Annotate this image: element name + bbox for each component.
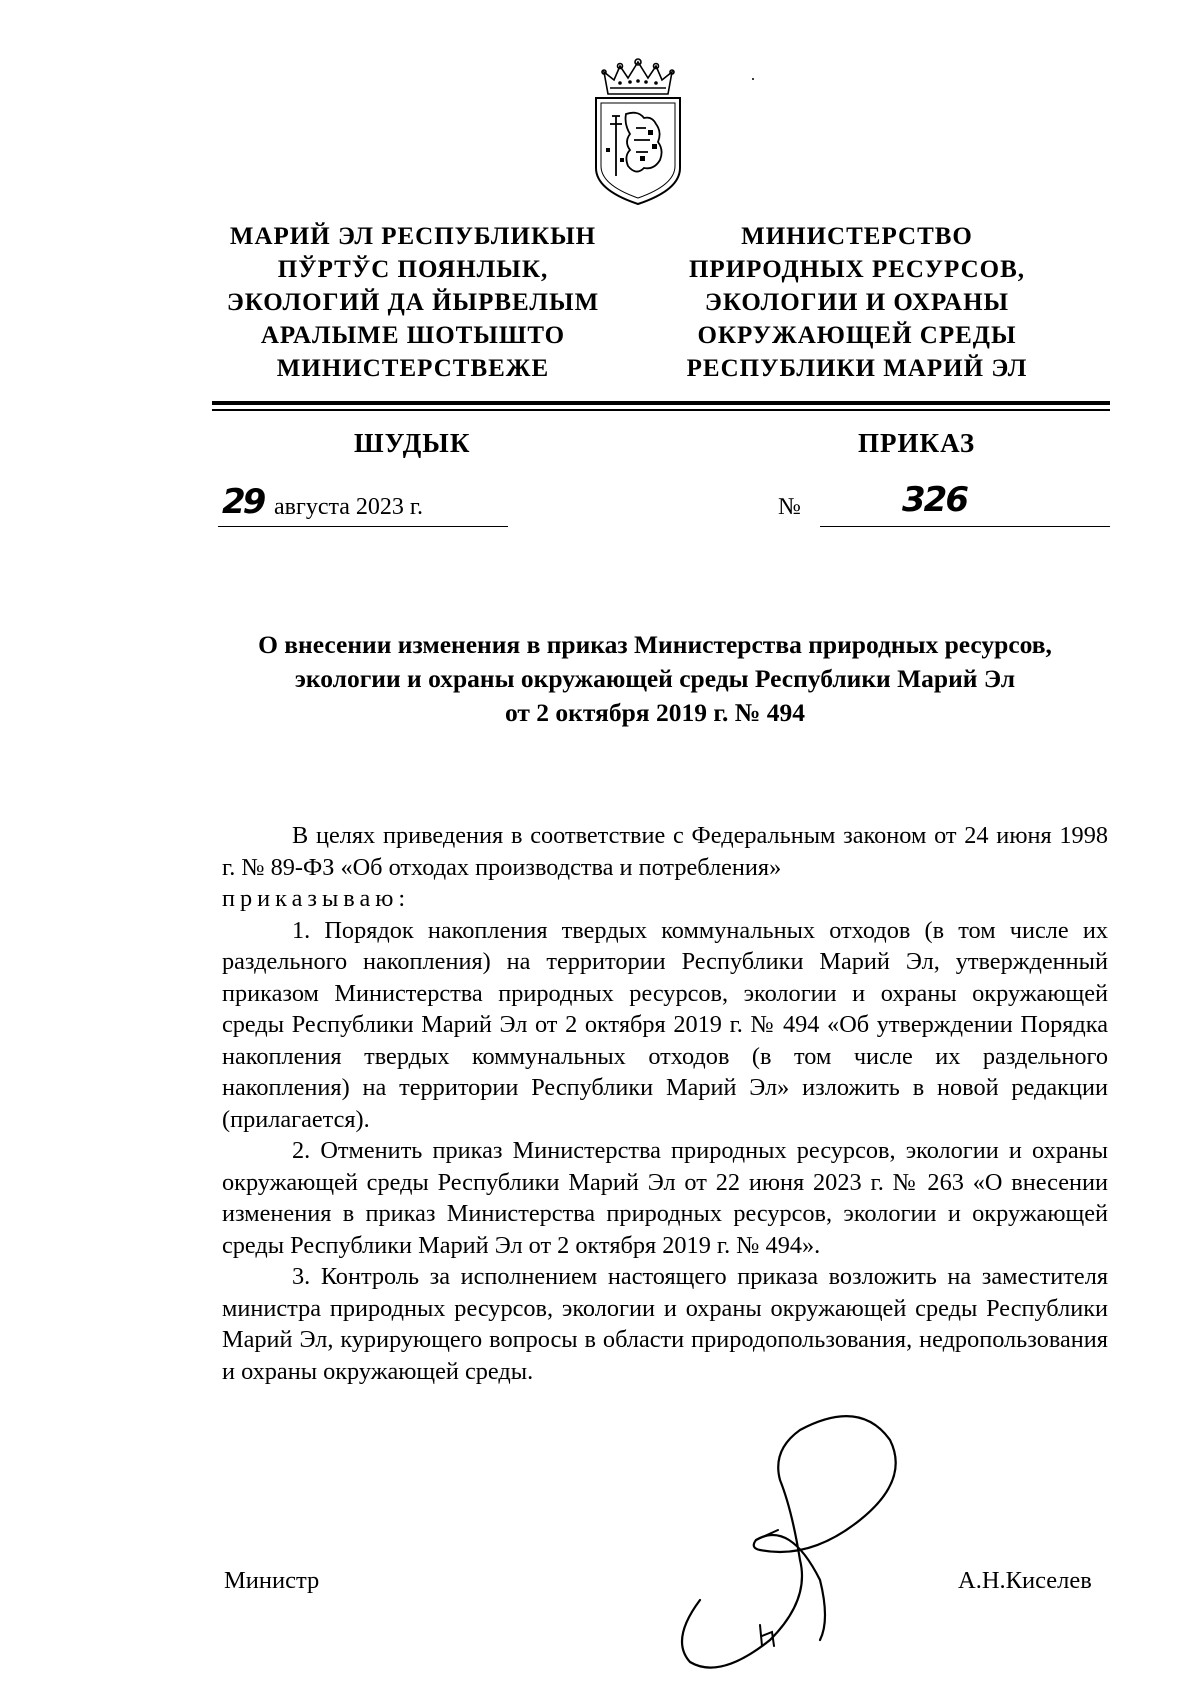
header-left-block bbox=[198, 220, 628, 385]
order-item-3: 3. Контроль за исполнением настоящего приказа возложить на заместителя министра природных ресурсов, экологии и охраны окружающей среды Республики Марий Эл, курирующего вопросы в области природопользования, недропользования и охраны окружающей среды. bbox=[222, 1263, 1108, 1385]
header-right-block bbox=[642, 220, 1072, 385]
document-title bbox=[196, 628, 1114, 730]
date-month-year: августа 2023 г. bbox=[274, 494, 424, 520]
title-line: О внесении изменения в приказ Министерства природных ресурсов, bbox=[258, 630, 1052, 659]
title-line: экологии и охраны окружающей среды Республики Марий Эл bbox=[294, 664, 1016, 693]
preamble-text: В целях приведения в соответствие с Федеральным законом от 24 июня 1998 г. № 89-ФЗ «Об отходах производства и потребления» bbox=[222, 822, 1108, 881]
signer-position: Министр bbox=[224, 1567, 320, 1594]
document-body bbox=[222, 820, 1108, 1387]
header-right-line: МИНИСТЕРСТВО bbox=[741, 223, 973, 250]
header-divider-thick bbox=[212, 401, 1110, 405]
number-field bbox=[820, 480, 1110, 527]
header-right-line: ОКРУЖАЮЩЕЙ СРЕДЫ bbox=[697, 322, 1017, 349]
order-number-handwritten: 326 bbox=[902, 480, 967, 520]
header-divider-thin bbox=[212, 409, 1110, 411]
header-right-line: ПРИРОДНЫХ РЕСУРСОВ, bbox=[688, 256, 1025, 283]
header-left-line: МИНИСТЕРСТВЕЖЕ bbox=[276, 355, 550, 382]
header-right-line: ЭКОЛОГИИ И ОХРАНЫ bbox=[704, 289, 1010, 316]
header-left-line: АРАЛЫМЕ ШОТЫШТО bbox=[260, 322, 566, 349]
preamble-paragraph bbox=[222, 820, 1108, 915]
handwritten-signature bbox=[660, 1400, 960, 1670]
header-left-line: ПЎРТЎС ПОЯНЛЫК, bbox=[277, 256, 549, 283]
order-item-1: 1. Порядок накопления твердых коммунальных отходов (в том числе их раздельного накопления) на территории Республики Марий Эл, утвержденный приказом Министерства природных ресурсов, экологии и охраны окружающей среды Республики Марий Эл от 2 октября 2019 г. № 494 «Об утверждении Порядка накопления твердых коммунальных отходов (в том числе их раздельного накопления) на территории Республики Марий Эл» изложить в новой редакции (прилагается). bbox=[222, 916, 1108, 1133]
signer-name: А.Н.Киселев bbox=[958, 1567, 1092, 1594]
date-field bbox=[218, 482, 508, 527]
number-sign: № bbox=[778, 494, 801, 520]
header-right-line: РЕСПУБЛИКИ МАРИЙ ЭЛ bbox=[686, 355, 1028, 382]
header-left-line: МАРИЙ ЭЛ РЕСПУБЛИКЫН bbox=[229, 223, 597, 250]
doc-type-mari: ШУДЫК bbox=[354, 428, 471, 458]
title-line: от 2 октября 2019 г. № 494 bbox=[504, 698, 806, 727]
header-left-line: ЭКОЛОГИЙ ДА ЙЫРВЕЛЫМ bbox=[226, 289, 600, 316]
scan-speck bbox=[752, 78, 754, 80]
coat-of-arms-icon bbox=[590, 58, 686, 206]
date-day-handwritten: 29 bbox=[222, 482, 264, 522]
order-item-2: 2. Отменить приказ Министерства природных ресурсов, экологии и охраны окружающей среды Республики Марий Эл от 22 июня 2023 г. № 263 «О внесении изменения в приказ Министерства природных ресурсов, экологии и окружающей среды Республики Марий Эл от 2 октября 2019 г. № 494». bbox=[222, 1137, 1108, 1259]
doc-type-russian: ПРИКАЗ bbox=[858, 428, 976, 458]
order-word: приказываю: bbox=[222, 885, 411, 912]
